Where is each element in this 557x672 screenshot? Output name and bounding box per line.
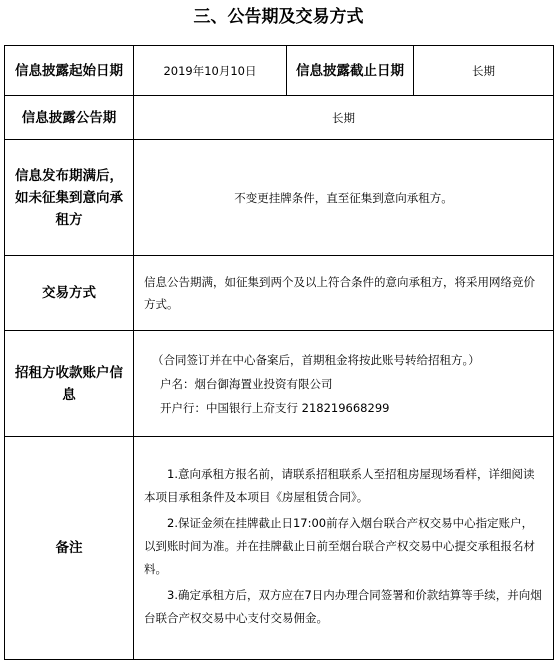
remark-item: 3.确定承租方后，双方应在7日内办理合同签署和价款结算等手续，并向烟台联合产权交易中心支付交易佣金。 [144,588,542,625]
row-start-date [5,46,554,96]
period-label: 信息披露公告期 [5,96,134,140]
method-label: 交易方式 [5,256,134,331]
row-account [5,331,554,437]
no-bidder-value: 不变更挂牌条件，直至征集到意向承租方。 [134,140,554,256]
account-info [134,331,554,437]
remark-item: 2.保证金须在挂牌截止日17:00前存入烟台联合产权交易中心指定账户，以到账时间为准。并在挂牌截止日前至烟台联合产权交易中心提交承租报名材料。 [144,516,535,576]
start-date-value: 2019年10月10日 [134,46,287,96]
row-method [5,256,554,331]
remark-label: 备注 [5,437,134,660]
no-bidder-label: 信息发布期满后，如未征集到意向承租方 [5,140,134,256]
row-no-bidder [5,140,554,256]
start-date-label: 信息披露起始日期 [5,46,134,96]
account-label: 招租方收款账户信息 [5,331,134,437]
end-date-label: 信息披露截止日期 [287,46,414,96]
section-title: 三、公告期及交易方式 [193,7,364,27]
disclosure-table [4,45,554,660]
row-period [5,96,554,140]
remark-item: 1.意向承租方报名前，请联系招租联系人至招租房屋现场看样，详细阅读本项目承租条件及本项目《房屋租赁合同》。 [144,467,535,504]
period-value: 长期 [134,96,554,140]
account-name: 户名：烟台御海置业投资有限公司 [160,376,333,391]
remark-content [134,437,554,660]
account-bank: 开户行：中国银行上夼支行 218219668299 [160,400,390,415]
end-date-value: 长期 [414,46,554,96]
account-note: （合同签订并在中心备案后，首期租金将按此账号转给招租方。） [152,352,480,367]
method-value: 信息公告期满，如征集到两个及以上符合条件的意向承租方，将采用网络竞价方式。 [134,256,554,331]
row-remark [5,437,554,660]
